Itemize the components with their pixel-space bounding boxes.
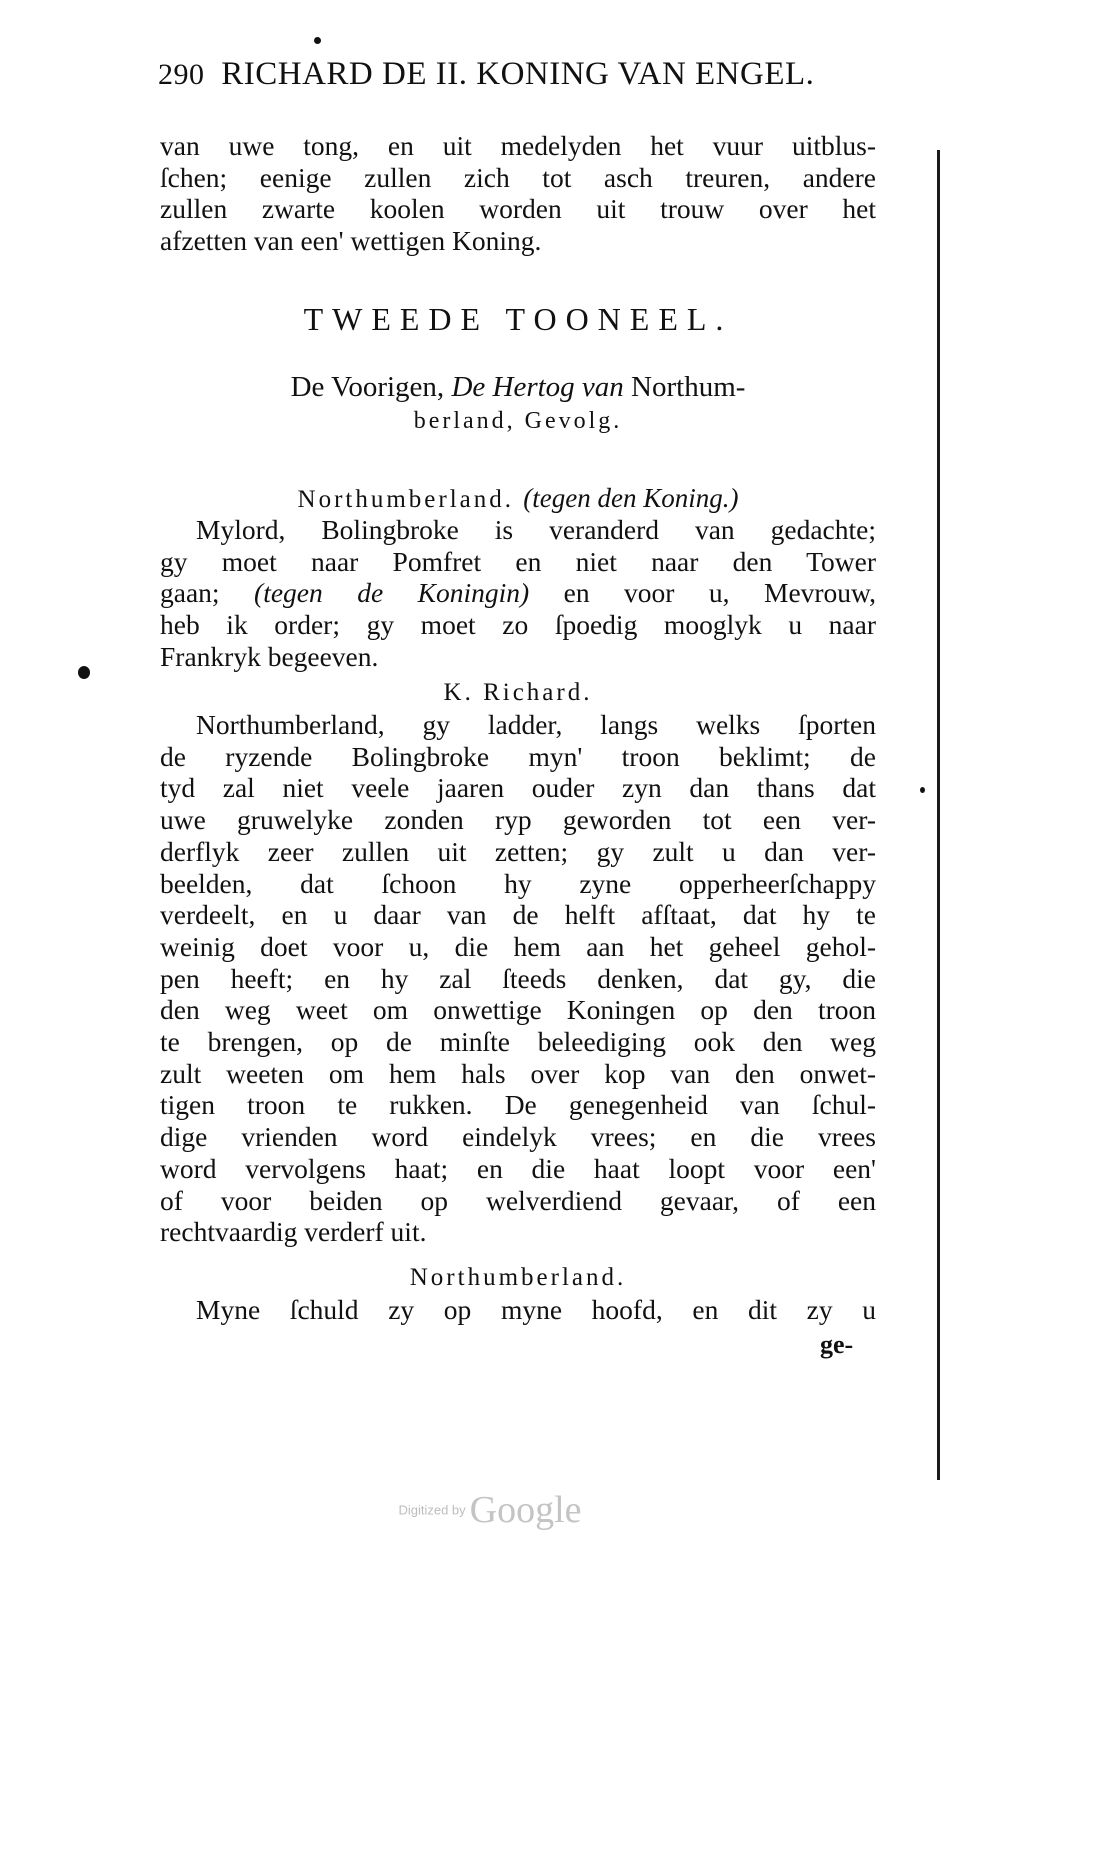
running-head	[158, 52, 878, 97]
digitized-label: Digitized by	[398, 1502, 466, 1518]
text-line	[160, 577, 876, 609]
text-line: den weg weet om onwettige Koningen op den troon	[160, 994, 876, 1026]
text-line: beelden, dat ſchoon hy zyne opperheerſchappy	[160, 867, 876, 899]
text-line: Northumberland, gy ladder, langs welks ſporten	[196, 709, 876, 740]
stage-direction: (tegen de Koningin)	[254, 577, 530, 609]
digitized-credit	[0, 1488, 980, 1532]
cast-list	[160, 370, 876, 438]
cast-duke-title: De Hertog van	[451, 371, 624, 403]
running-title: RICHARD DE II. KONING VAN ENGEL.	[221, 56, 815, 92]
text-line: rechtvaardig verderf uit.	[160, 1216, 427, 1248]
catchword: ge-	[820, 1330, 854, 1359]
text-fragment: en voor u, Mevrouw,	[563, 577, 877, 609]
speaker-name: Northumberland.	[297, 486, 515, 513]
text-line: zullen zwarte koolen worden uit trouw over het	[160, 193, 876, 225]
ink-speck	[920, 787, 925, 793]
cast-previous: De Voorigen,	[290, 371, 445, 403]
speaker-name: Northumberland.	[409, 1264, 627, 1291]
cast-second-line: berland, Gevolg.	[413, 408, 623, 434]
ink-speck	[78, 666, 90, 679]
text-line: ſchen; eenige zullen zich tot asch treuren, andere	[160, 161, 876, 193]
text-line: gy moet naar Pomfret en niet naar den Tower	[160, 545, 876, 577]
text-line: derflyk zeer zullen uit zetten; gy zult u dan ver-	[160, 835, 876, 867]
cast-duke-name: Northum-	[631, 371, 746, 403]
speech-northumberland-2	[160, 1294, 876, 1326]
ink-speck	[314, 37, 321, 44]
speaker-heading	[160, 677, 876, 709]
text-line: de ryzende Bolingbroke myn' troon beklimt; de	[160, 740, 876, 772]
text-line: dige vrienden word eindelyk vrees; en die vrees	[160, 1121, 876, 1153]
scene-title: TWEEDE TOONEEL.	[303, 301, 733, 337]
speaker-name: K. Richard.	[443, 679, 593, 706]
page-number: 290	[158, 58, 205, 91]
speech-northumberland-1	[160, 514, 876, 673]
text-line: uwe gruwelyke zonden ryp geworden tot een ver-	[160, 804, 876, 836]
speech-king-richard	[160, 709, 876, 1248]
speaker-heading	[160, 482, 876, 516]
text-line: weinig doet voor u, die hem aan het geheel gehol-	[160, 930, 876, 962]
google-logo: Google	[469, 1489, 582, 1531]
text-line: Myne ſchuld zy op myne hoofd, en dit zy u	[196, 1294, 876, 1325]
text-line: tigen troon te rukken. De genegenheid van ſchul-	[160, 1089, 876, 1121]
page-edge-shadow	[937, 150, 940, 1480]
stage-direction: (tegen den Koning.)	[523, 483, 739, 513]
text-line: word vervolgens haat; en die haat loopt voor een'	[160, 1152, 876, 1184]
text-fragment: gaan;	[160, 577, 220, 609]
opening-paragraph	[160, 130, 876, 257]
text-line: Frankryk begeeven.	[160, 640, 379, 672]
text-line: Mylord, Bolingbroke is veranderd van gedachte;	[196, 514, 876, 545]
text-line: heb ik order; gy moet zo ſpoedig mooglyk u naar	[160, 609, 876, 641]
text-line: te brengen, op de minſte beleediging ook den weg	[160, 1026, 876, 1058]
text-line: van uwe tong, en uit medelyden het vuur uitblus-	[160, 130, 876, 161]
text-line: verdeelt, en u daar van de helft afſtaat, dat hy te	[160, 899, 876, 931]
text-line: afzetten van een' wettigen Koning.	[160, 225, 542, 257]
text-line: of voor beiden op welverdiend gevaar, of een	[160, 1184, 876, 1216]
speaker-heading	[160, 1262, 876, 1294]
text-line: zult weeten om hem hals over kop van den onwet-	[160, 1057, 876, 1089]
text-line: pen heeft; en hy zal ſteeds denken, dat gy, die	[160, 962, 876, 994]
text-line: tyd zal niet veele jaaren ouder zyn dan thans dat	[160, 772, 876, 804]
